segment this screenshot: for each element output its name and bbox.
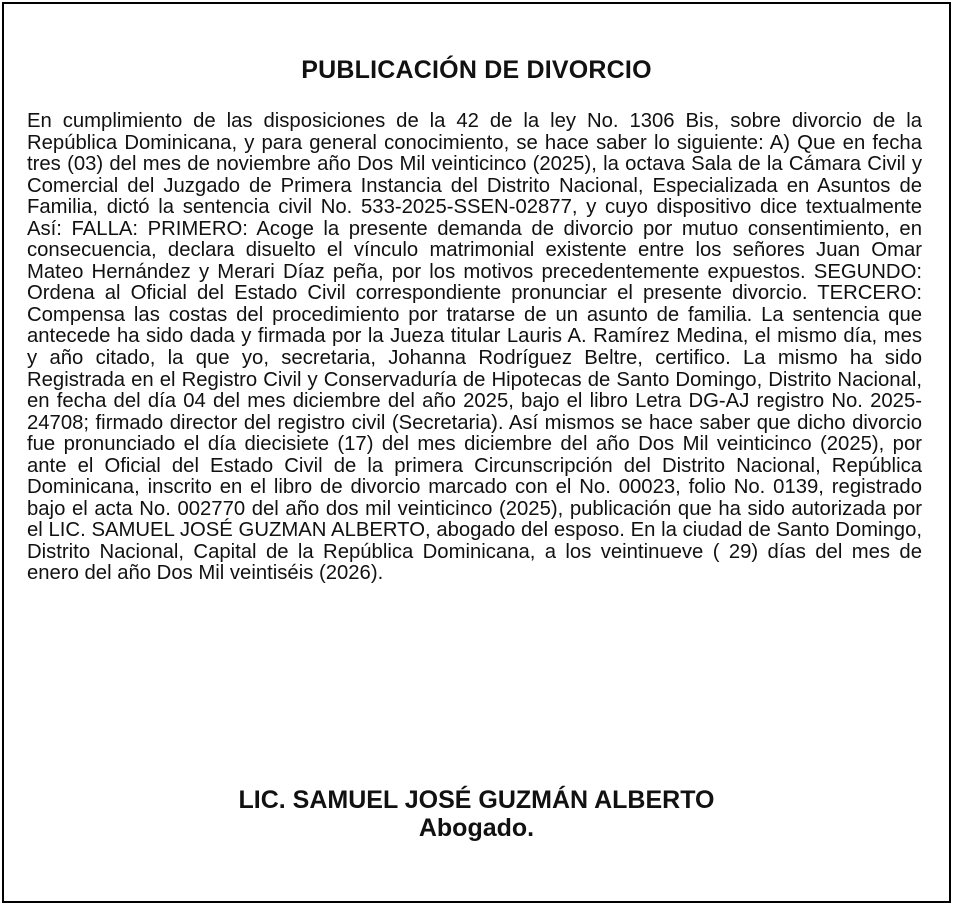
notice-body: En cumplimiento de las disposiciones de la 42 de la ley No. 1306 Bis, sobre divorcio de la República Dominicana, y para general conocimiento, se hace saber lo siguiente: A) Que en fecha tres (03) del mes de noviembre año Dos Mil veinticinco (2025), la octava Sala de la Cámara Civil y Comercial del Juzgado de Primera Instancia del Distrito Nacional, Especializada en Asuntos de Familia, dictó la sentencia civil No. 533-2025-SSEN-02877, y cuyo dispositivo dice textualmente Así: FALLA: PRIMERO: Acoge la presente demanda de divorcio por mutuo consentimiento, en consecuencia, declara disuelto el vínculo matrimonial existente entre los señores Juan Omar Mateo Hernández y Merari Díaz peña, por los motivos precedentemente expuestos. SEGUNDO: Ordena al Oficial del Estado Civil correspondiente pronunciar el presente divorcio. TERCERO: Compensa las costas del procedimiento por tratarse de un asunto de familia. La sentencia que antecede ha sido dada y firmada por la Jueza titular Lauris A. Ramírez Medina, el mismo día, mes y año citado, la que yo, secretaria, Johanna Rodríguez Beltre, certifico. La mismo ha sido Registrada en el Registro Civil y Conservaduría de Hipotecas de Santo Domingo, Distrito Nacional, en fecha del día 04 del mes diciembre del año 2025, bajo el libro Letra DG-AJ registro No. 2025-24708; firmado director del registro civil (Secretaria). Así mismos se hace saber que dicho divorcio fue pronunciado el día diecisiete (17) del mes diciembre del año Dos Mil veinticinco (2025), por ante el Oficial del Estado Civil de la primera Circunscripción del Distrito Nacional, República Dominicana, inscrito en el libro de divorcio marcado con el No. 00023, folio No. 0139, registrado bajo el acta No. 002770 del año dos mil veinticinco (2025), publicación que ha sido autorizada por el LIC. SAMUEL JOSÉ GUZMAN ALBERTO, abogado del esposo. En la ciudad de Santo Domingo, Distrito Nacional, Capital de la República Dominicana, a los veintinueve ( 29) días del mes de enero del año Dos Mil veintiséis (2026). [27, 110, 922, 585]
notice-title: PUBLICACIÓN DE DIVORCIO [301, 56, 652, 84]
signature-name: LIC. SAMUEL JOSÉ GUZMÁN ALBERTO [238, 786, 715, 814]
signature-role: Abogado. [418, 814, 535, 842]
signature-block [0, 786, 953, 842]
